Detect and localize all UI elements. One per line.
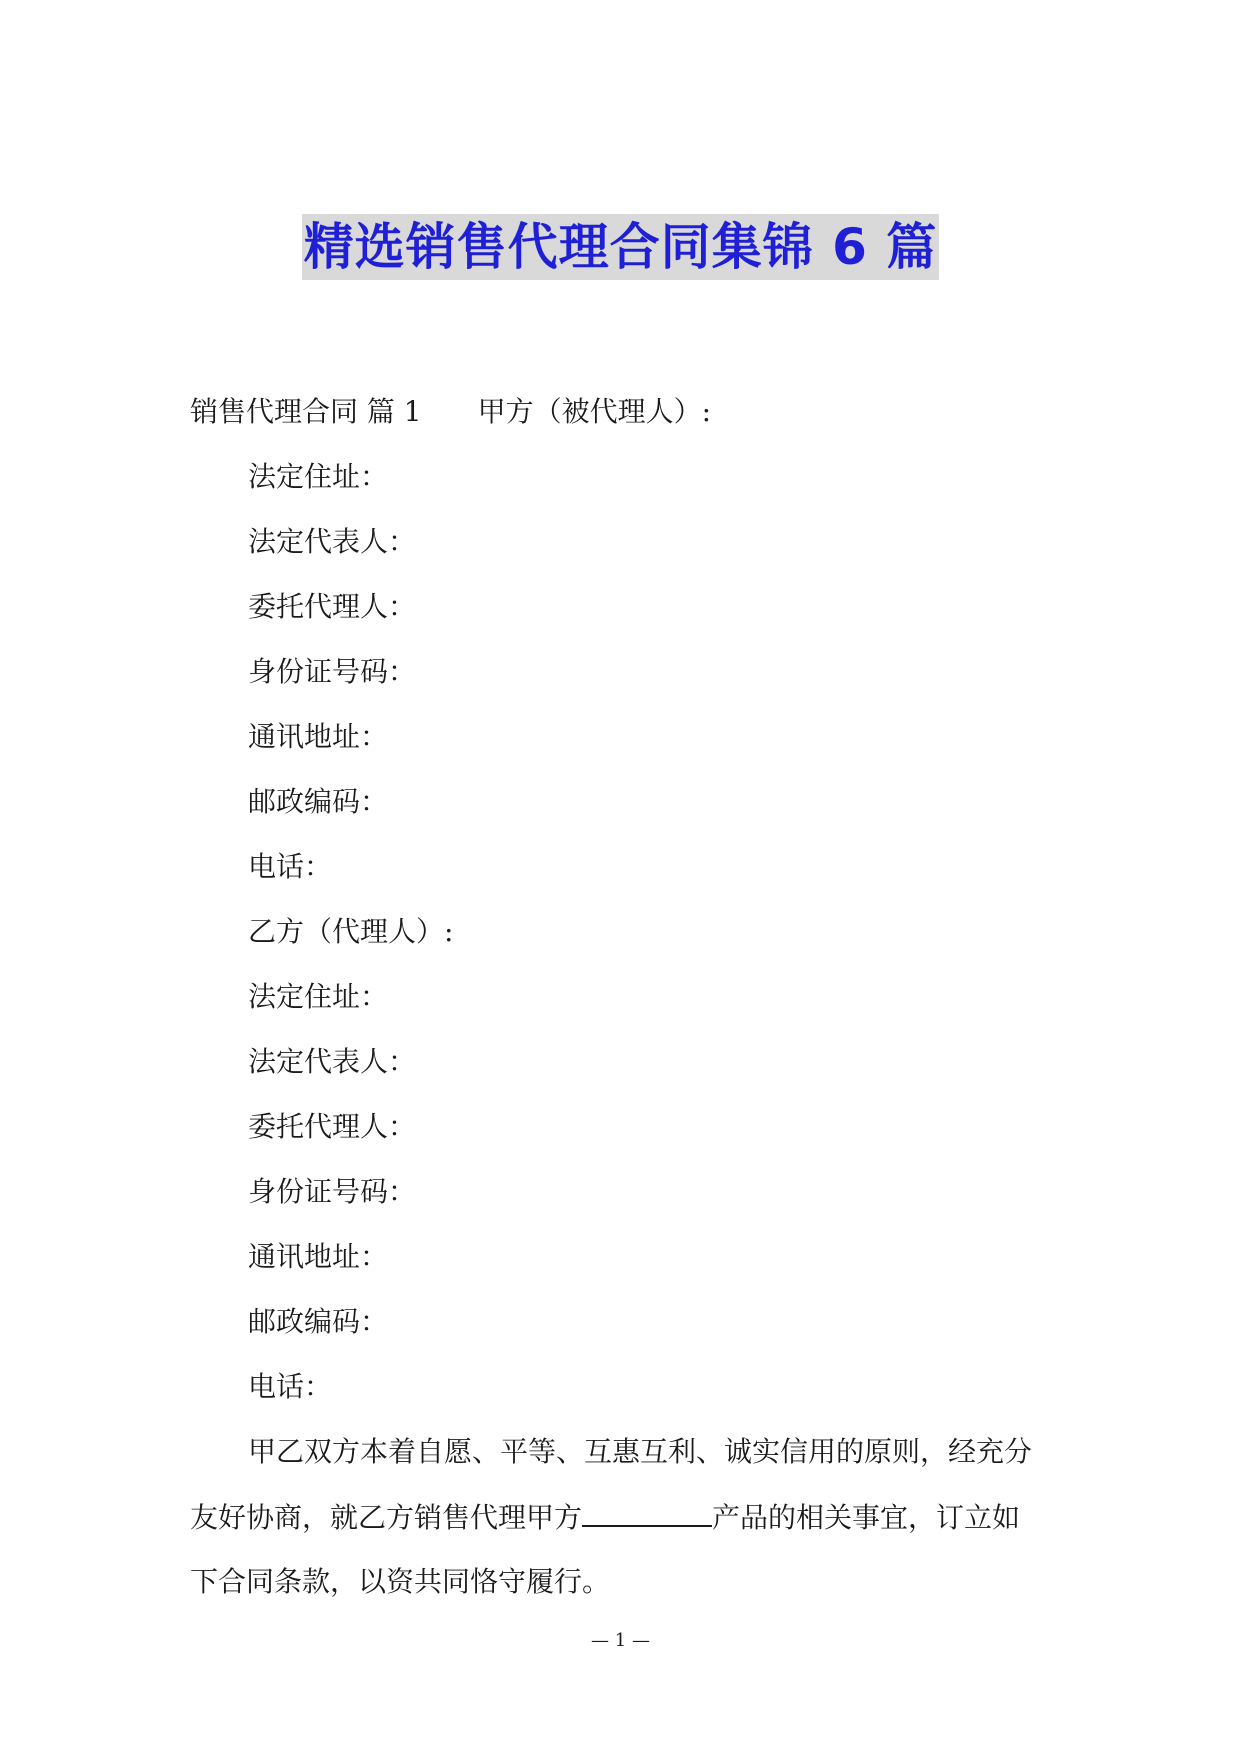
party-b-field: 通讯地址：: [248, 1240, 389, 1273]
product-blank[interactable]: [582, 1497, 712, 1527]
party-b-field: 电话：: [248, 1370, 333, 1403]
party-b-field: 法定住址：: [248, 980, 389, 1013]
party-b-label: 乙方（代理人）:: [248, 915, 454, 948]
document-title: 精选销售代理合同集锦 6 篇: [302, 214, 940, 280]
party-a-field: 通讯地址：: [248, 720, 389, 753]
party-b-field: 委托代理人：: [248, 1110, 417, 1143]
contract-heading: 销售代理合同 篇 1: [190, 395, 422, 428]
page-number: — 1 —: [591, 1630, 650, 1651]
party-b-field: 邮政编码：: [248, 1305, 389, 1338]
party-a-field: 电话：: [248, 850, 333, 883]
body-paragraph-line-2: [190, 1497, 1020, 1538]
party-a-field: 委托代理人：: [248, 590, 417, 623]
party-b-field: 法定代表人：: [248, 1045, 417, 1078]
body-text: 产品的相关事宜，订立如: [712, 1501, 1021, 1534]
body-paragraph-line-3: 下合同条款，以资共同恪守履行。: [190, 1565, 611, 1598]
body-paragraph-line-1: 甲乙双方本着自愿、平等、互惠互利、诚实信用的原则，经充分: [248, 1435, 1033, 1468]
party-a-field: 邮政编码：: [248, 785, 389, 818]
party-a-field: 法定住址：: [248, 460, 389, 493]
party-a-field: 法定代表人：: [248, 525, 417, 558]
party-a-label: 甲方（被代理人）:: [477, 395, 712, 428]
title-wrap: [0, 214, 1241, 280]
party-a-field: 身份证号码：: [248, 655, 417, 688]
body-text: 友好协商，就乙方销售代理甲方: [190, 1501, 583, 1534]
party-b-field: 身份证号码：: [248, 1175, 417, 1208]
contract-heading-line: [190, 392, 711, 432]
